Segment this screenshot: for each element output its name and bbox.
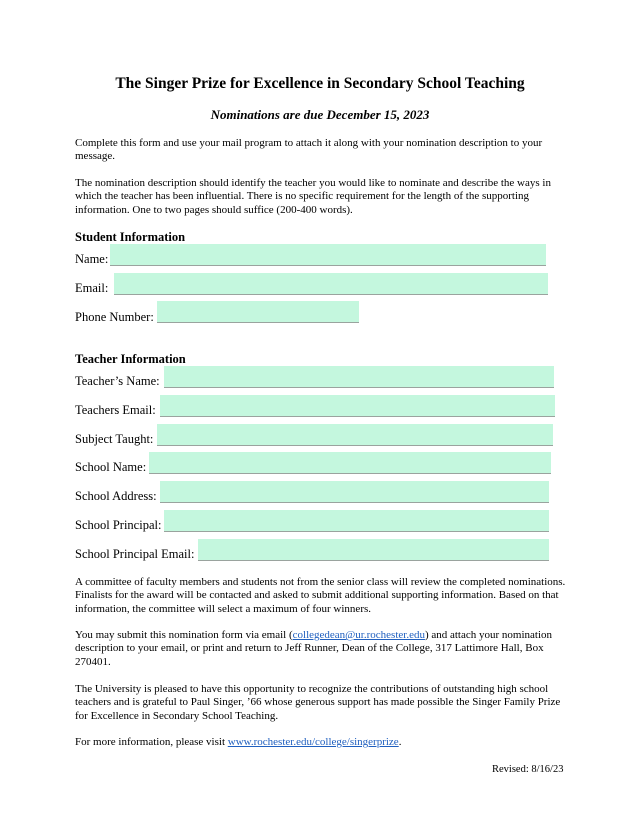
school-principal-field[interactable] [164, 510, 549, 532]
school-address-field[interactable] [160, 481, 549, 503]
student-name-field[interactable] [110, 244, 546, 266]
intro-paragraph-1: Complete this form and use your mail program to attach it along with your nomination description to your message. [75, 137, 543, 163]
submit-text-before: You may submit this nomination form via email ( [75, 629, 293, 641]
student-phone-label: Phone Number: [75, 310, 154, 324]
subject-taught-field[interactable] [157, 424, 553, 446]
student-section-heading: Student Information [75, 230, 186, 244]
intro-paragraph-2: The nomination description should identify the teacher you would like to nominate and describe the ways in which the teacher has been influential. There is no specific requirement for the length of the supporting information. One to two pages should suffice (200-400 words). [75, 177, 551, 216]
school-name-label: School Name: [75, 460, 147, 474]
school-principal-label: School Principal: [75, 518, 162, 532]
more-info-paragraph [75, 736, 570, 749]
student-phone-field[interactable] [157, 301, 359, 323]
revised-date: Revised: 8/16/23 [492, 764, 564, 775]
student-email-field[interactable] [114, 273, 548, 295]
school-name-field[interactable] [149, 452, 551, 474]
teacher-name-field[interactable] [164, 366, 554, 388]
student-email-label: Email: [75, 281, 109, 295]
subject-taught-label: Subject Taught: [75, 432, 154, 446]
teacher-section-heading: Teacher Information [75, 352, 186, 366]
document-title: The Singer Prize for Excellence in Secondary School Teaching [115, 75, 525, 92]
more-info-text-after: . [398, 736, 402, 748]
gratitude-paragraph: The University is pleased to have this opportunity to recognize the contributions of outstanding high school teachers and is grateful to Paul Singer, ’66 whose generous support has made possible the Singer Family Prize for Excellence in Secondary School Teaching. [75, 683, 561, 722]
student-name-label: Name: [75, 252, 109, 266]
submit-text-after: ) and attach your nomination description to your email, or print and return to Jeff Runner, Dean of the College, 317 Lattimore Hall, Box 270401. [75, 629, 553, 668]
committee-paragraph: A committee of faculty members and students not from the senior class will review the completed nominations. Finalists for the award will be contacted and asked to submit additional supporting information. Based on that information, the committee will select a maximum of four winners. [75, 576, 566, 615]
teacher-name-label: Teacher’s Name: [75, 374, 160, 388]
submit-paragraph [75, 629, 570, 669]
teacher-email-label: Teachers Email: [75, 403, 156, 417]
principal-email-field[interactable] [198, 539, 549, 561]
singer-prize-website-link[interactable]: www.rochester.edu/college/singerprize [227, 736, 399, 748]
document-subtitle: Nominations are due December 15, 2023 [210, 107, 430, 122]
principal-email-label: School Principal Email: [75, 547, 195, 561]
more-info-text-before: For more information, please visit [75, 736, 228, 748]
school-address-label: School Address: [75, 489, 157, 503]
teacher-email-field[interactable] [160, 395, 555, 417]
college-dean-email-link[interactable]: collegedean@ur.rochester.edu [292, 629, 425, 641]
